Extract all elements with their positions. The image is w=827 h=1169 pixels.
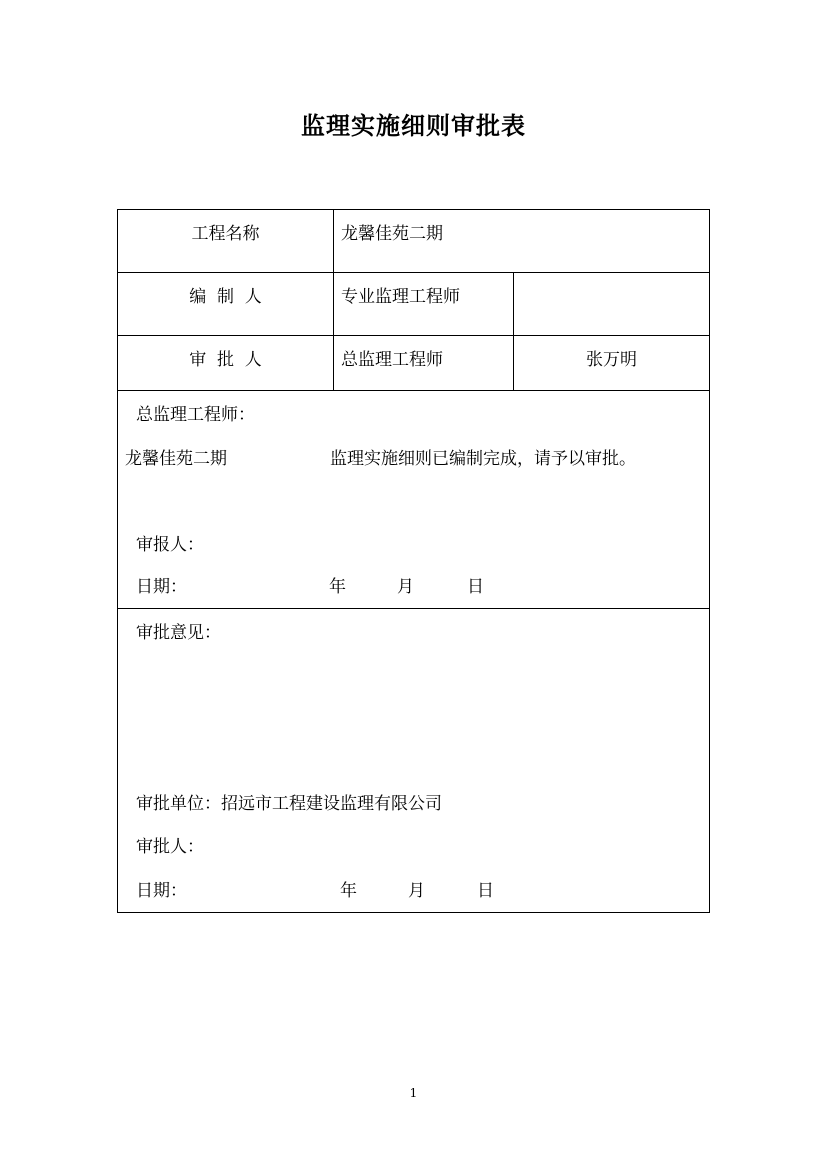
approval-unit: 审批单位：招远市工程建设监理有限公司 <box>136 794 442 814</box>
column-divider <box>333 210 334 390</box>
approver-value: 张万明 <box>586 350 637 370</box>
page-number: 1 <box>409 1086 418 1100</box>
submission-date-label: 日期： <box>136 577 187 597</box>
approval-day: 日 <box>477 881 494 901</box>
approval-form-table <box>117 209 710 913</box>
submission-message: 监理实施细则已编制完成，请予以审批。 <box>330 449 636 469</box>
reporter-label: 审报人： <box>136 535 204 555</box>
column-divider <box>513 272 514 390</box>
submission-year: 年 <box>329 577 346 597</box>
row-divider <box>118 272 709 273</box>
approval-month: 月 <box>408 881 425 901</box>
submission-addressee: 总监理工程师： <box>136 405 255 425</box>
row-divider <box>118 608 709 609</box>
submission-project: 龙馨佳苑二期 <box>125 449 227 469</box>
approver-role: 总监理工程师 <box>341 350 443 370</box>
compiler-role: 专业监理工程师 <box>341 287 460 307</box>
approval-year: 年 <box>340 881 357 901</box>
project-name-label: 工程名称 <box>191 224 260 244</box>
approver-label: 审 批 人 <box>189 350 262 370</box>
approval-approver-label: 审批人： <box>136 837 204 857</box>
submission-month: 月 <box>397 577 414 597</box>
page-title: 监理实施细则审批表 <box>301 112 526 140</box>
submission-day: 日 <box>467 577 484 597</box>
approval-opinion-label: 审批意见： <box>136 623 221 643</box>
row-divider <box>118 335 709 336</box>
compiler-label: 编 制 人 <box>189 287 262 307</box>
approval-date-label: 日期： <box>136 881 187 901</box>
row-divider <box>118 390 709 391</box>
project-name-value: 龙馨佳苑二期 <box>341 224 443 244</box>
